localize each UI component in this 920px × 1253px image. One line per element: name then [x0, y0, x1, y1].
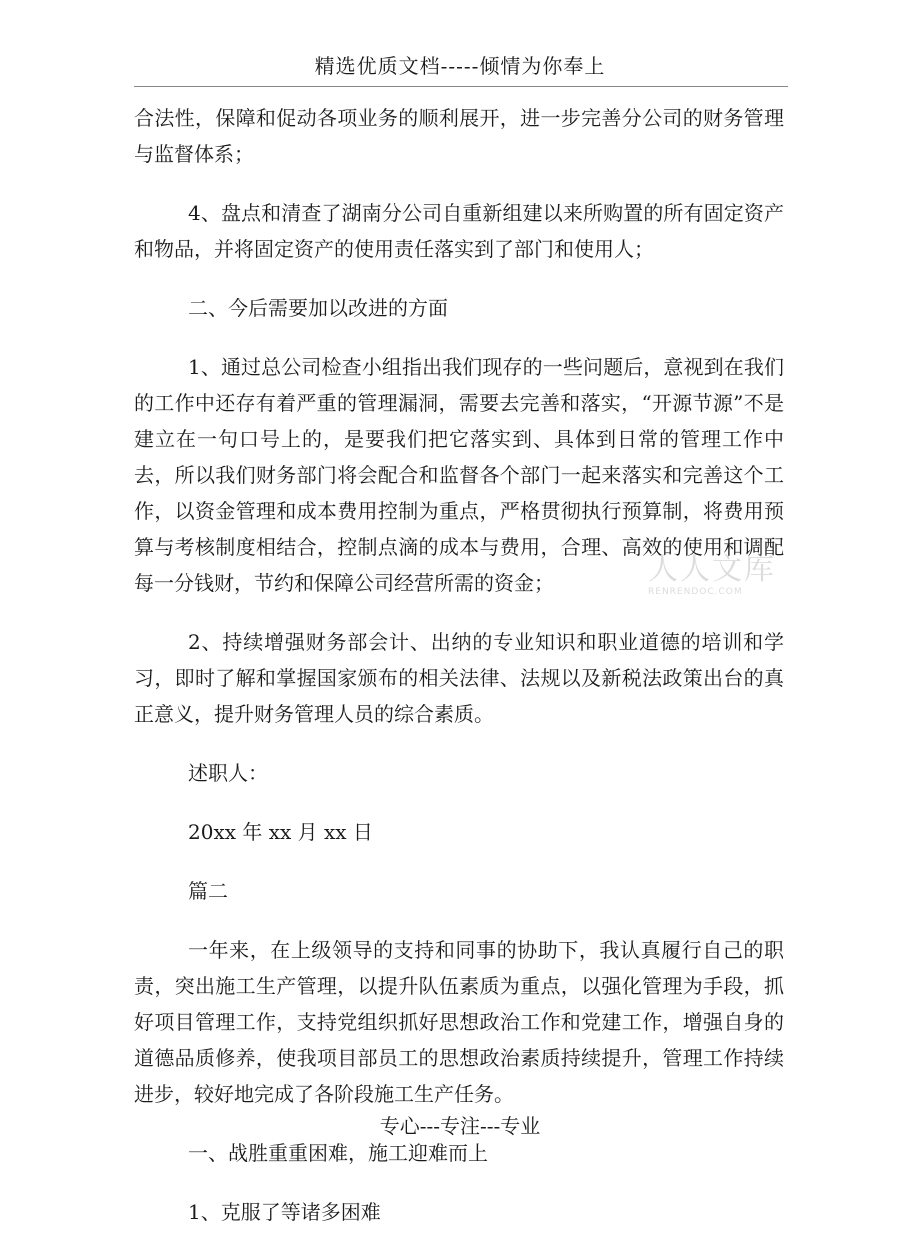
- paragraph: 一年来，在上级领导的支持和同事的协助下，我认真履行自己的职责，突出施工生产管理，以提升队伍素质为重点，以强化管理为手段，抓好项目管理工作，支持党组织抓好思想政治工作和党建工作，增强自身的道德品质修养，使我项目部员工的思想政治素质持续提升，管理工作持续进步，较好地完成了各阶段施工生产任务。: [134, 938, 784, 1106]
- paragraph: 1、克服了等诸多困难: [188, 1200, 381, 1224]
- paragraph: 合法性，保障和促动各项业务的顺利展开，进一步完善分公司的财务管理与监督体系；: [134, 106, 784, 166]
- watermark-logo-text: 人人文库: [648, 552, 776, 587]
- section-heading: 二、今后需要加以改进的方面: [188, 296, 448, 320]
- document-body: [134, 100, 784, 1253]
- section-title: 篇二: [188, 879, 228, 903]
- signature-label: 述职人：: [188, 761, 268, 785]
- page-footer: 专心---专注---专业: [379, 1114, 541, 1138]
- date-line: 20xx 年 xx 月 xx 日: [188, 820, 373, 844]
- watermark-url: RENRENDOC.COM: [648, 587, 743, 597]
- paragraph: 4、盘点和清查了湖南分公司自重新组建以来所购置的所有固定资产和物品，并将固定资产的使用责任落实到了部门和使用人；: [134, 201, 784, 261]
- section-heading: 一、战胜重重困难，施工迎难而上: [188, 1141, 488, 1165]
- paragraph: 1、通过总公司检查小组指出我们现存的一些问题后，意视到在我们的工作中还存有着严重的管理漏洞，需要去完善和落实，“开源节源”不是建立在一句口号上的，是要我们把它落实到、具体到日常的管理工作中去，所以我们财务部门将会配合和监督各个部门一起来落实和完善这个工作，以资金管理和成本费用控制为重点，严格贯彻执行预算制，将费用预算与考核制度相结合，控制点滴的成本与费用，合理、高效的使用和调配每一分钱财，节约和保障公司经营所需的资金；: [134, 355, 784, 595]
- paragraph: 2、持续增强财务部会计、出纳的专业知识和职业道德的培训和学习，即时了解和掌握国家颁布的相关法律、法规以及新税法政策出台的真正意义，提升财务管理人员的综合素质。: [134, 630, 784, 726]
- page-header: 精选优质文档-----倾情为你奉上: [314, 54, 606, 78]
- header-divider: [134, 86, 788, 87]
